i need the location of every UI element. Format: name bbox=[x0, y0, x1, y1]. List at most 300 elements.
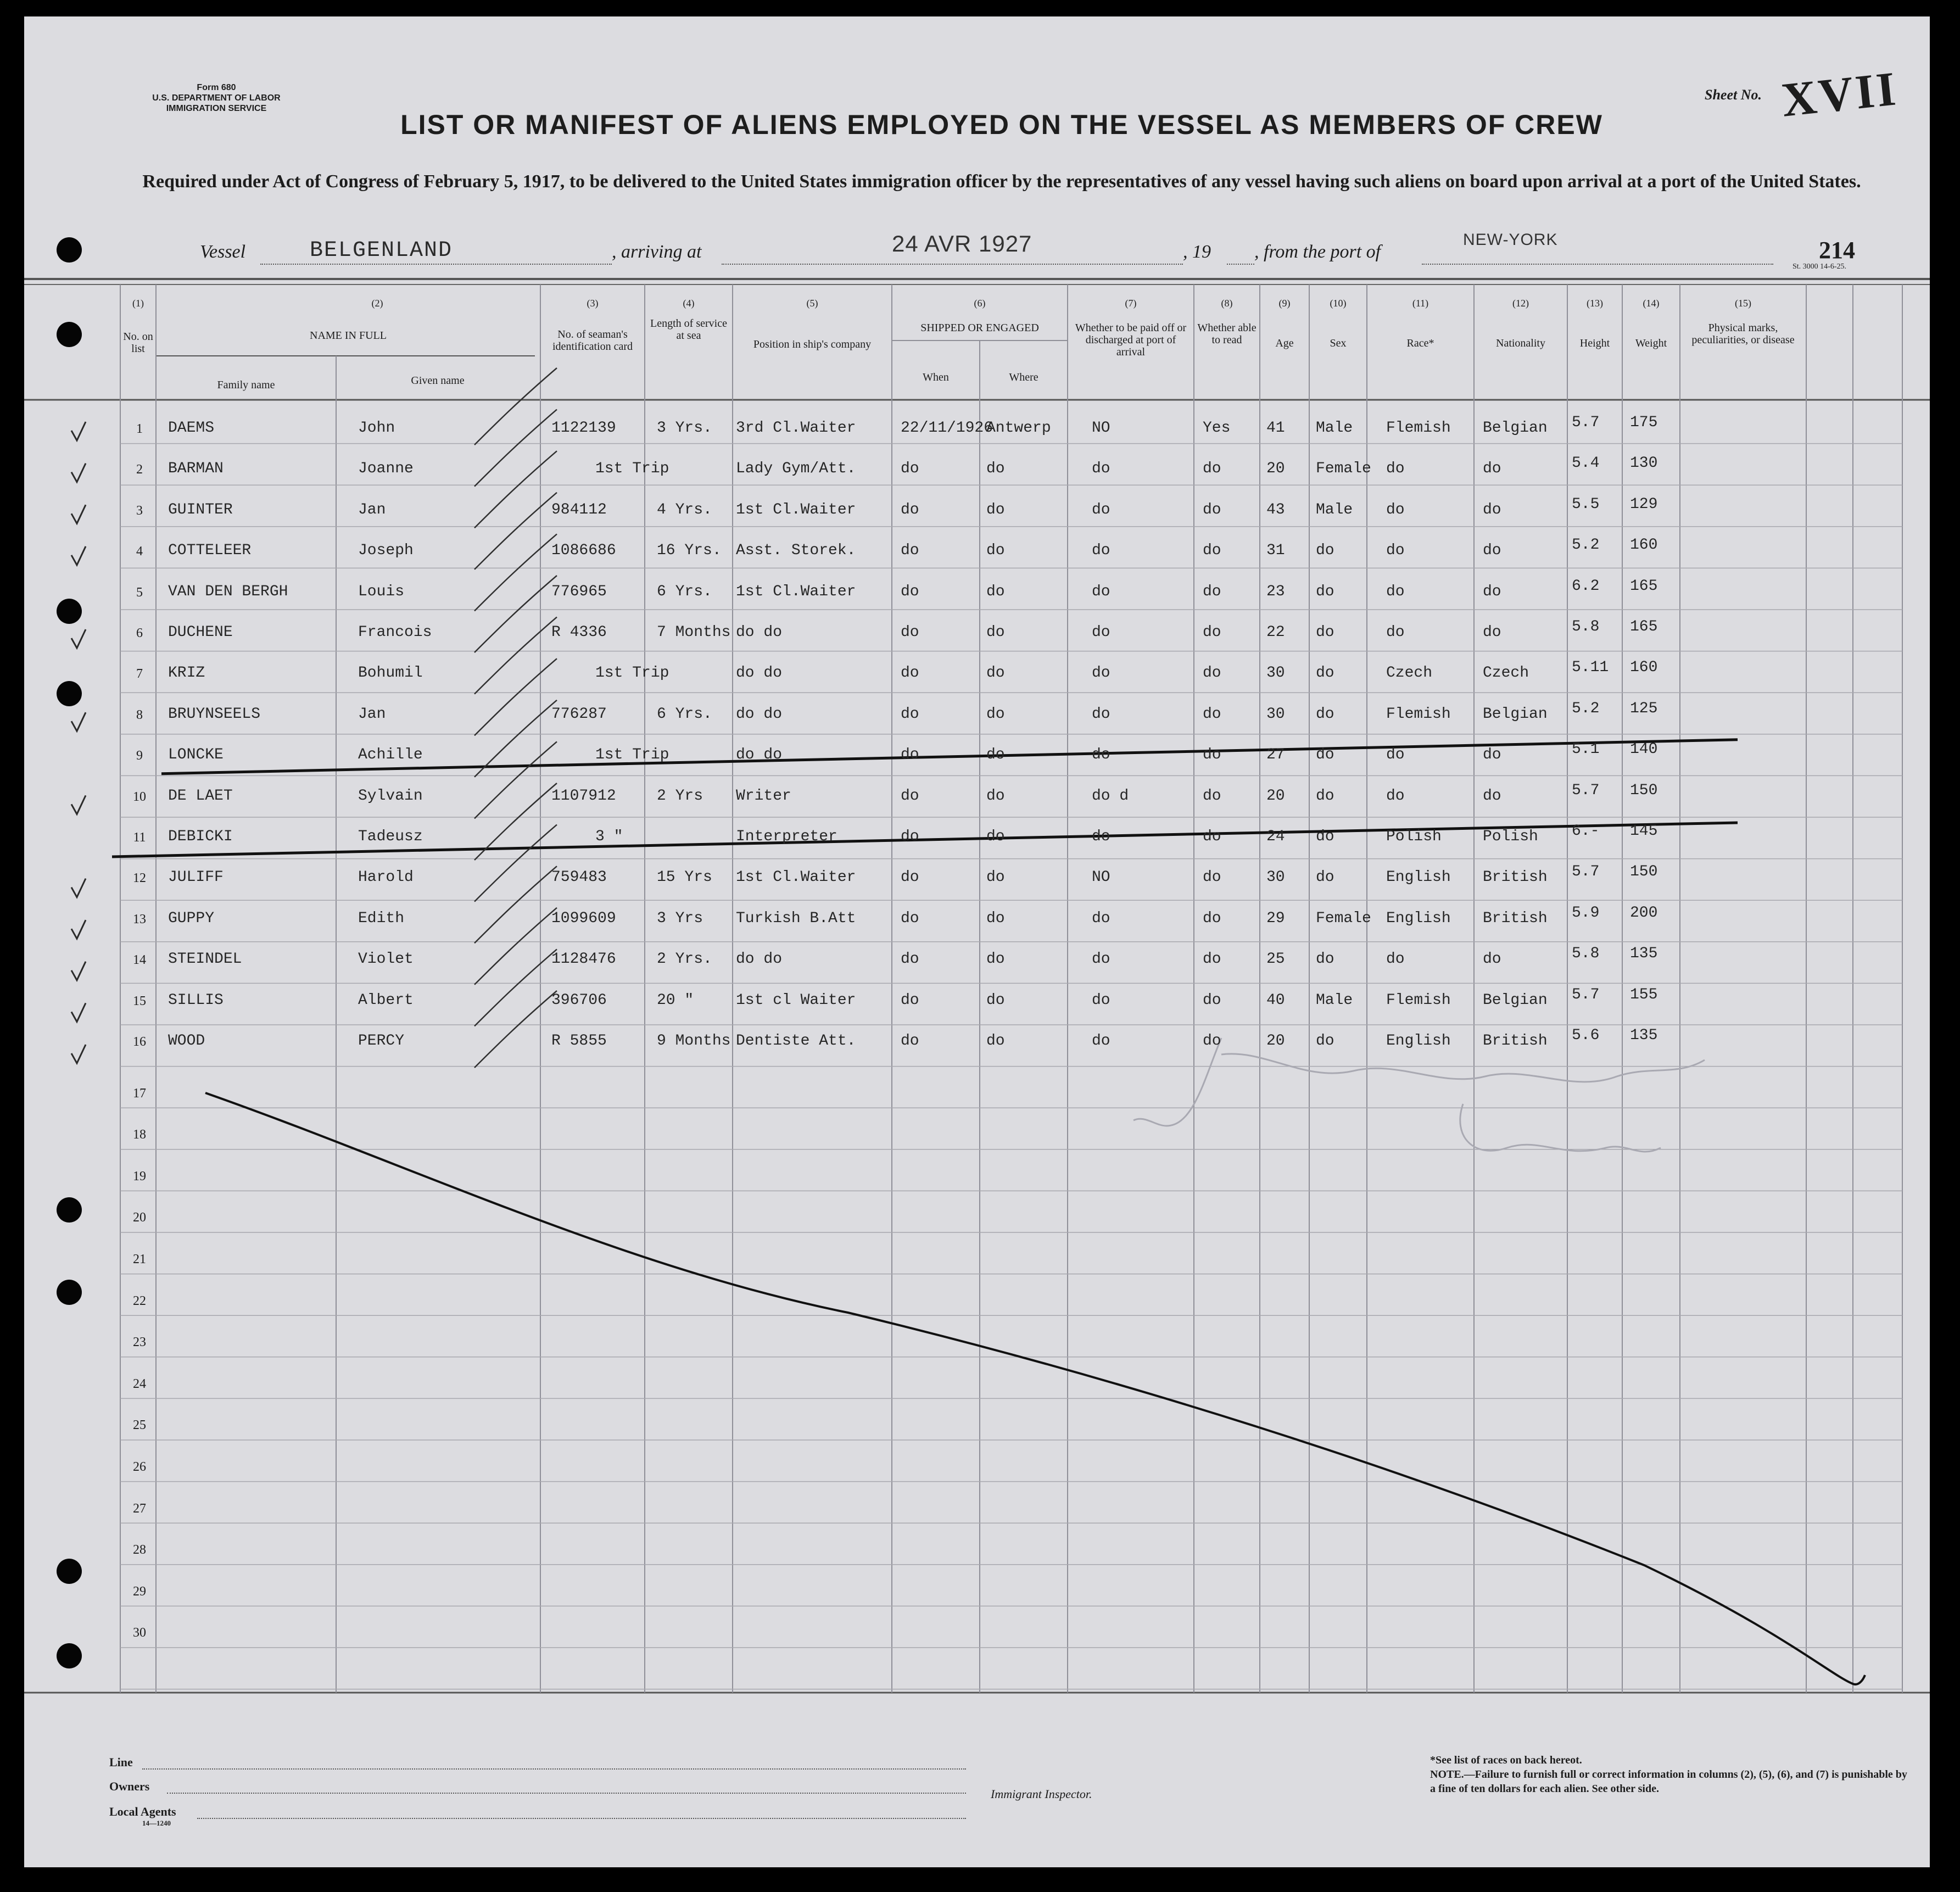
cell-position: Interpreter bbox=[736, 828, 837, 845]
cell-height: 5.11 bbox=[1572, 659, 1609, 677]
cell-height: 5.7 bbox=[1572, 782, 1600, 799]
column-number: (15) bbox=[1735, 298, 1751, 309]
cell-given: Edith bbox=[358, 909, 405, 927]
print-code: St. 3000 14-6-25. bbox=[1793, 263, 1846, 271]
column-number: (13) bbox=[1587, 298, 1603, 309]
cell-nationality: do bbox=[1483, 583, 1501, 600]
race-note: *See list of races on back hereot. bbox=[1430, 1754, 1582, 1766]
cell-weight: 140 bbox=[1630, 741, 1658, 758]
footer-owners-label: Owners bbox=[109, 1779, 150, 1793]
cell-card: 1107912 bbox=[551, 787, 616, 805]
cell-paid: do bbox=[1092, 746, 1110, 764]
row-number: 12 bbox=[133, 871, 146, 886]
cell-family: LONCKE bbox=[168, 746, 224, 764]
footer-agents-code: 14—1240 bbox=[142, 1819, 171, 1827]
cell-race: English bbox=[1386, 909, 1451, 927]
cell-weight: 160 bbox=[1630, 659, 1658, 677]
cell-age: 24 bbox=[1266, 828, 1285, 845]
cell-weight: 165 bbox=[1630, 618, 1658, 635]
row-number: 4 bbox=[136, 544, 143, 559]
cell-age: 31 bbox=[1266, 542, 1285, 560]
cell-paid: do bbox=[1092, 665, 1110, 682]
row-number: 23 bbox=[133, 1335, 146, 1350]
check-mark-icon bbox=[71, 712, 86, 731]
name-slash-mark bbox=[474, 534, 557, 611]
cell-read: do bbox=[1203, 991, 1221, 1009]
punch-hole bbox=[57, 599, 82, 624]
cell-sex: Male bbox=[1316, 501, 1353, 518]
cell-read: do bbox=[1203, 1032, 1221, 1050]
punch-hole bbox=[57, 1280, 82, 1305]
cell-weight: 129 bbox=[1630, 495, 1658, 513]
cell-sex: do bbox=[1316, 705, 1334, 723]
cell-when: do bbox=[901, 951, 919, 968]
service-name: IMMIGRATION SERVICE bbox=[166, 104, 267, 113]
check-mark-icon bbox=[71, 546, 86, 565]
cell-height: 5.2 bbox=[1572, 700, 1600, 717]
name-slash-mark bbox=[474, 991, 557, 1068]
cell-read: do bbox=[1203, 869, 1221, 886]
cell-age: 20 bbox=[1266, 787, 1285, 805]
cell-family: STEINDEL bbox=[168, 951, 242, 968]
header-given-name: Given name bbox=[411, 375, 465, 387]
vessel-name: BELGENLAND bbox=[310, 238, 453, 263]
cell-paid: do bbox=[1092, 583, 1110, 600]
cell-paid: do bbox=[1092, 828, 1110, 845]
cell-where: Antwerp bbox=[986, 420, 1051, 437]
cell-service: 7 Months bbox=[657, 624, 731, 641]
cell-position: Asst. Storek. bbox=[736, 542, 856, 560]
cell-height: 5.7 bbox=[1572, 863, 1600, 881]
cell-service: 4 Yrs. bbox=[657, 501, 712, 518]
cell-paid: NO bbox=[1092, 869, 1110, 886]
cell-race: Flemish bbox=[1386, 420, 1451, 437]
cell-nationality: do bbox=[1483, 542, 1501, 560]
cell-sex: do bbox=[1316, 787, 1334, 805]
name-slash-mark bbox=[474, 658, 557, 735]
cell-paid: do bbox=[1092, 624, 1110, 641]
cell-family: DUCHENE bbox=[168, 624, 233, 641]
cell-position: Lady Gym/Att. bbox=[736, 460, 856, 478]
row-number: 1 bbox=[136, 422, 143, 436]
cell-sex: do bbox=[1316, 746, 1334, 764]
cell-card: 396706 bbox=[551, 991, 607, 1009]
cell-position: 1st cl Waiter bbox=[736, 991, 856, 1009]
cell-card: 1099609 bbox=[551, 909, 616, 927]
footer-line-label: Line bbox=[109, 1755, 133, 1769]
cell-paid: do bbox=[1092, 909, 1110, 927]
check-mark-icon bbox=[71, 1003, 86, 1022]
cell-nationality: do bbox=[1483, 501, 1501, 518]
cell-nationality: Belgian bbox=[1483, 420, 1548, 437]
cell-paid: do bbox=[1092, 460, 1110, 478]
cell-service: 6 Yrs. bbox=[657, 583, 712, 600]
row-number: 11 bbox=[133, 830, 146, 845]
cell-given: Bohumil bbox=[358, 665, 423, 682]
cell-given: Sylvain bbox=[358, 787, 423, 805]
inspector-label: Immigrant Inspector. bbox=[991, 1787, 1092, 1801]
cell-sex: do bbox=[1316, 583, 1334, 600]
sheet-number: XVII bbox=[1779, 62, 1901, 127]
cell-given: PERCY bbox=[358, 1032, 405, 1050]
cell-age: 23 bbox=[1266, 583, 1285, 600]
cell-family: SILLIS bbox=[168, 991, 224, 1009]
row-number: 29 bbox=[133, 1584, 146, 1599]
cell-family: BARMAN bbox=[168, 460, 224, 478]
cell-sex: do bbox=[1316, 665, 1334, 682]
cell-family: DE LAET bbox=[168, 787, 233, 805]
cell-age: 20 bbox=[1266, 1032, 1285, 1050]
name-slash-mark bbox=[474, 576, 557, 652]
cell-nationality: do bbox=[1483, 460, 1501, 478]
cell-sex: do bbox=[1316, 951, 1334, 968]
form-number: Form 680 bbox=[197, 83, 236, 92]
cell-sex: do bbox=[1316, 828, 1334, 845]
cell-position: 1st Cl.Waiter bbox=[736, 583, 856, 600]
cell-weight: 125 bbox=[1630, 700, 1658, 717]
cell-height: 5.4 bbox=[1572, 455, 1600, 472]
cell-race: do bbox=[1386, 746, 1405, 764]
cell-height: 6.- bbox=[1572, 823, 1600, 840]
header-position: Position in ship's company bbox=[753, 338, 872, 350]
name-slash-mark bbox=[474, 493, 557, 570]
cell-paid: do bbox=[1092, 1032, 1110, 1050]
name-slash-mark bbox=[474, 617, 557, 694]
cell-where: do bbox=[986, 746, 1005, 764]
cell-position: do do bbox=[736, 624, 783, 641]
arriving-label: , arriving at bbox=[612, 242, 702, 262]
cell-height: 5.9 bbox=[1572, 904, 1600, 922]
punch-hole bbox=[57, 681, 82, 706]
cell-race: Flemish bbox=[1386, 705, 1451, 723]
cell-family: DEBICKI bbox=[168, 828, 233, 845]
cell-when: do bbox=[901, 705, 919, 723]
row-number: 24 bbox=[133, 1376, 146, 1391]
cell-height: 5.7 bbox=[1572, 986, 1600, 1003]
cell-given: John bbox=[358, 420, 395, 437]
cell-given: Achille bbox=[358, 746, 423, 764]
cell-weight: 155 bbox=[1630, 986, 1658, 1003]
cell-read: do bbox=[1203, 583, 1221, 600]
arrival-date-stamp: 24 AVR 1927 bbox=[892, 231, 1032, 256]
cell-when: do bbox=[901, 542, 919, 560]
column-number: (3) bbox=[587, 298, 599, 309]
cell-card: 776287 bbox=[551, 705, 607, 723]
check-mark-icon bbox=[71, 795, 86, 814]
cell-weight: 130 bbox=[1630, 455, 1658, 472]
cell-family: GUPPY bbox=[168, 909, 215, 927]
cell-nationality: Belgian bbox=[1483, 991, 1548, 1009]
cell-race: do bbox=[1386, 951, 1405, 968]
row-number: 6 bbox=[136, 626, 143, 640]
column-number: (9) bbox=[1278, 298, 1291, 309]
check-mark-icon bbox=[71, 920, 86, 939]
page-subtitle: Required under Act of Congress of February 5, 1917, to be delivered to the United States immigration officer by the representatives of any vessel having such aliens on board upon arrival at a port of the United States. bbox=[142, 171, 1861, 192]
check-mark-icon bbox=[71, 505, 86, 523]
check-mark-icon bbox=[71, 879, 86, 897]
cell-when: do bbox=[901, 787, 919, 805]
cell-read: do bbox=[1203, 624, 1221, 641]
cell-race: do bbox=[1386, 501, 1405, 518]
cell-where: do bbox=[986, 460, 1005, 478]
cell-where: do bbox=[986, 828, 1005, 845]
cell-nationality: Polish bbox=[1483, 828, 1538, 845]
row-number: 22 bbox=[133, 1293, 146, 1308]
cell-position: Turkish B.Att bbox=[736, 909, 856, 927]
cell-sex: Male bbox=[1316, 991, 1353, 1009]
column-number: (8) bbox=[1221, 298, 1233, 309]
cell-height: 6.2 bbox=[1572, 577, 1600, 595]
column-number: (2) bbox=[371, 298, 383, 309]
cell-family: BRUYNSEELS bbox=[168, 705, 261, 723]
cell-height: 5.8 bbox=[1572, 618, 1600, 635]
header-no-on-list: No. on list bbox=[123, 331, 153, 355]
cell-age: 27 bbox=[1266, 746, 1285, 764]
cell-race: Polish bbox=[1386, 828, 1442, 845]
cell-sex: do bbox=[1316, 869, 1334, 886]
cell-nationality: British bbox=[1483, 1032, 1548, 1050]
header-length-service: Length of service at sea bbox=[650, 317, 727, 342]
cell-nationality: do bbox=[1483, 787, 1501, 805]
header-nationality: Nationality bbox=[1496, 337, 1545, 349]
cell-given: Francois bbox=[358, 624, 432, 641]
cell-when: do bbox=[901, 991, 919, 1009]
cell-when: do bbox=[901, 1032, 919, 1050]
cell-read: Yes bbox=[1203, 420, 1231, 437]
name-slash-mark bbox=[474, 825, 557, 902]
cell-family: WOOD bbox=[168, 1032, 205, 1050]
cell-service: 16 Yrs. bbox=[657, 542, 722, 560]
cell-family: VAN DEN BERGH bbox=[168, 583, 288, 600]
cell-paid: do bbox=[1092, 542, 1110, 560]
row-number: 15 bbox=[133, 994, 146, 1008]
row-number: 5 bbox=[136, 585, 143, 600]
cell-race: do bbox=[1386, 542, 1405, 560]
cell-where: do bbox=[986, 951, 1005, 968]
column-number: (10) bbox=[1330, 298, 1347, 309]
cell-nationality: do bbox=[1483, 624, 1501, 641]
cell-age: 20 bbox=[1266, 460, 1285, 478]
cell-where: do bbox=[986, 665, 1005, 682]
cell-card: 776965 bbox=[551, 583, 607, 600]
cell-when: do bbox=[901, 583, 919, 600]
cell-family: COTTELEER bbox=[168, 542, 252, 560]
row-number: 27 bbox=[133, 1501, 146, 1516]
cell-nationality: do bbox=[1483, 746, 1501, 764]
column-number: (4) bbox=[683, 298, 695, 309]
column-number: (6) bbox=[974, 298, 986, 309]
header-paid-off: Whether to be paid off or discharged at port of arrival bbox=[1075, 322, 1187, 358]
from-port-stamp: NEW-YORK bbox=[1463, 231, 1558, 249]
row-number: 30 bbox=[133, 1626, 146, 1640]
cell-card: 1122139 bbox=[551, 420, 616, 437]
cell-read: do bbox=[1203, 665, 1221, 682]
cell-race: English bbox=[1386, 1032, 1451, 1050]
column-number: (14) bbox=[1643, 298, 1660, 309]
cell-where: do bbox=[986, 909, 1005, 927]
cell-read: do bbox=[1203, 705, 1221, 723]
cell-height: 5.7 bbox=[1572, 414, 1600, 431]
cell-position: do do bbox=[736, 746, 783, 764]
cell-weight: 200 bbox=[1630, 904, 1658, 922]
cell-weight: 135 bbox=[1630, 1027, 1658, 1044]
cell-race: do bbox=[1386, 583, 1405, 600]
cell-card: 984112 bbox=[551, 501, 607, 518]
cell-service: 1st Trip bbox=[595, 665, 669, 682]
year-label: , 19 bbox=[1183, 242, 1211, 262]
cell-height: 5.8 bbox=[1572, 945, 1600, 963]
cell-position: Writer bbox=[736, 787, 791, 805]
row-number: 21 bbox=[133, 1252, 146, 1266]
cell-read: do bbox=[1203, 828, 1221, 845]
cell-when: do bbox=[901, 624, 919, 641]
row-number: 19 bbox=[133, 1169, 146, 1184]
check-mark-icon bbox=[71, 1045, 86, 1063]
cell-when: do bbox=[901, 828, 919, 845]
cell-service: 15 Yrs bbox=[657, 869, 712, 886]
cell-read: do bbox=[1203, 951, 1221, 968]
owners-underline bbox=[167, 1793, 966, 1794]
cell-age: 25 bbox=[1266, 951, 1285, 968]
punch-hole bbox=[57, 237, 82, 263]
table-grid bbox=[24, 16, 1930, 1867]
page-title: LIST OR MANIFEST OF ALIENS EMPLOYED ON THE VESSEL AS MEMBERS OF CREW bbox=[400, 109, 1603, 140]
cell-service: 2 Yrs. bbox=[657, 951, 712, 968]
cell-weight: 135 bbox=[1630, 945, 1658, 963]
cell-nationality: do bbox=[1483, 951, 1501, 968]
cell-height: 5.5 bbox=[1572, 495, 1600, 513]
column-number: (11) bbox=[1412, 298, 1429, 309]
name-slash-mark bbox=[474, 410, 557, 487]
cell-card: 759483 bbox=[551, 869, 607, 886]
header-sex: Sex bbox=[1330, 337, 1347, 349]
cell-where: do bbox=[986, 705, 1005, 723]
cell-age: 29 bbox=[1266, 909, 1285, 927]
name-slash-mark bbox=[474, 908, 557, 985]
department-name: U.S. DEPARTMENT OF LABOR bbox=[152, 93, 281, 103]
cell-age: 22 bbox=[1266, 624, 1285, 641]
row-number: 2 bbox=[136, 462, 143, 477]
cell-height: 5.6 bbox=[1572, 1027, 1600, 1044]
cell-when: do bbox=[901, 460, 919, 478]
cell-read: do bbox=[1203, 460, 1221, 478]
cell-weight: 150 bbox=[1630, 863, 1658, 881]
sheet-label: Sheet No. bbox=[1705, 87, 1762, 103]
check-mark-icon bbox=[71, 962, 86, 980]
cell-family: GUINTER bbox=[168, 501, 233, 518]
column-number: (7) bbox=[1125, 298, 1137, 309]
cell-paid: do d bbox=[1092, 787, 1129, 805]
cell-age: 30 bbox=[1266, 869, 1285, 886]
cell-age: 30 bbox=[1266, 665, 1285, 682]
cell-where: do bbox=[986, 624, 1005, 641]
penalty-note: NOTE.—Failure to furnish full or correct information in columns (2), (5), (6), and (7) is punishable by a fine of ten dollars for each alien. See other side. bbox=[1430, 1768, 1907, 1795]
cell-sex: Female bbox=[1316, 460, 1371, 478]
cell-service: 3 " bbox=[595, 828, 623, 845]
row-number: 9 bbox=[136, 749, 143, 763]
cell-card: 1086686 bbox=[551, 542, 616, 560]
cell-weight: 150 bbox=[1630, 782, 1658, 799]
cell-age: 40 bbox=[1266, 991, 1285, 1009]
header-height: Height bbox=[1579, 337, 1610, 349]
cell-service: 1st Trip bbox=[595, 460, 669, 478]
row-number: 25 bbox=[133, 1418, 146, 1433]
cell-given: Jan bbox=[358, 705, 386, 723]
row-number: 28 bbox=[133, 1543, 146, 1558]
row-number: 26 bbox=[133, 1460, 146, 1474]
manifest-sheet bbox=[24, 16, 1930, 1867]
cell-paid: do bbox=[1092, 501, 1110, 518]
cell-sex: do bbox=[1316, 624, 1334, 641]
check-mark-icon bbox=[71, 464, 86, 482]
cell-service: 6 Yrs. bbox=[657, 705, 712, 723]
punch-hole bbox=[57, 1559, 82, 1584]
cell-sex: Male bbox=[1316, 420, 1353, 437]
cell-position: Dentiste Att. bbox=[736, 1032, 856, 1050]
name-slash-mark bbox=[474, 741, 557, 818]
header-race: Race* bbox=[1406, 337, 1434, 349]
cell-where: do bbox=[986, 787, 1005, 805]
cell-sex: do bbox=[1316, 1032, 1334, 1050]
row-number: 20 bbox=[133, 1210, 146, 1225]
row-number: 13 bbox=[133, 912, 146, 927]
row-number: 8 bbox=[136, 707, 143, 722]
cell-when: do bbox=[901, 746, 919, 764]
cell-family: KRIZ bbox=[168, 665, 205, 682]
cell-service: 3 Yrs. bbox=[657, 420, 712, 437]
cell-family: DAEMS bbox=[168, 420, 215, 437]
cell-paid: do bbox=[1092, 705, 1110, 723]
cell-weight: 160 bbox=[1630, 537, 1658, 554]
row-number: 17 bbox=[133, 1086, 146, 1101]
cell-card: R 5855 bbox=[551, 1032, 607, 1050]
cell-weight: 165 bbox=[1630, 577, 1658, 595]
cell-age: 30 bbox=[1266, 705, 1285, 723]
cell-given: Violet bbox=[358, 951, 414, 968]
cell-age: 43 bbox=[1266, 501, 1285, 518]
cell-position: do do bbox=[736, 665, 783, 682]
header-family-name: Family name bbox=[217, 379, 275, 391]
check-mark-icon bbox=[71, 629, 86, 648]
cell-nationality: British bbox=[1483, 909, 1548, 927]
cell-service: 2 Yrs bbox=[657, 787, 703, 805]
cell-paid: do bbox=[1092, 951, 1110, 968]
cell-race: English bbox=[1386, 869, 1451, 886]
cell-when: do bbox=[901, 869, 919, 886]
cell-race: Czech bbox=[1386, 665, 1433, 682]
column-number: (12) bbox=[1512, 298, 1529, 309]
cell-race: do bbox=[1386, 787, 1405, 805]
cell-nationality: Czech bbox=[1483, 665, 1529, 682]
name-slash-mark bbox=[474, 866, 557, 943]
header-shipped-engaged: SHIPPED OR ENGAGED bbox=[920, 322, 1039, 334]
cell-when: do bbox=[901, 501, 919, 518]
header-able-read: Whether able to read bbox=[1197, 322, 1257, 346]
agents-underline bbox=[197, 1818, 966, 1819]
header-where: Where bbox=[1009, 371, 1038, 383]
cell-paid: do bbox=[1092, 991, 1110, 1009]
cell-race: do bbox=[1386, 624, 1405, 641]
cell-read: do bbox=[1203, 542, 1221, 560]
cell-position: 1st Cl.Waiter bbox=[736, 869, 856, 886]
header-name-in-full: NAME IN FULL bbox=[310, 330, 387, 342]
punch-hole bbox=[57, 1643, 82, 1668]
cell-paid: NO bbox=[1092, 420, 1110, 437]
cell-service: 1st Trip bbox=[595, 746, 669, 764]
cell-where: do bbox=[986, 869, 1005, 886]
row-number: 18 bbox=[133, 1128, 146, 1142]
cell-given: Joseph bbox=[358, 542, 414, 560]
